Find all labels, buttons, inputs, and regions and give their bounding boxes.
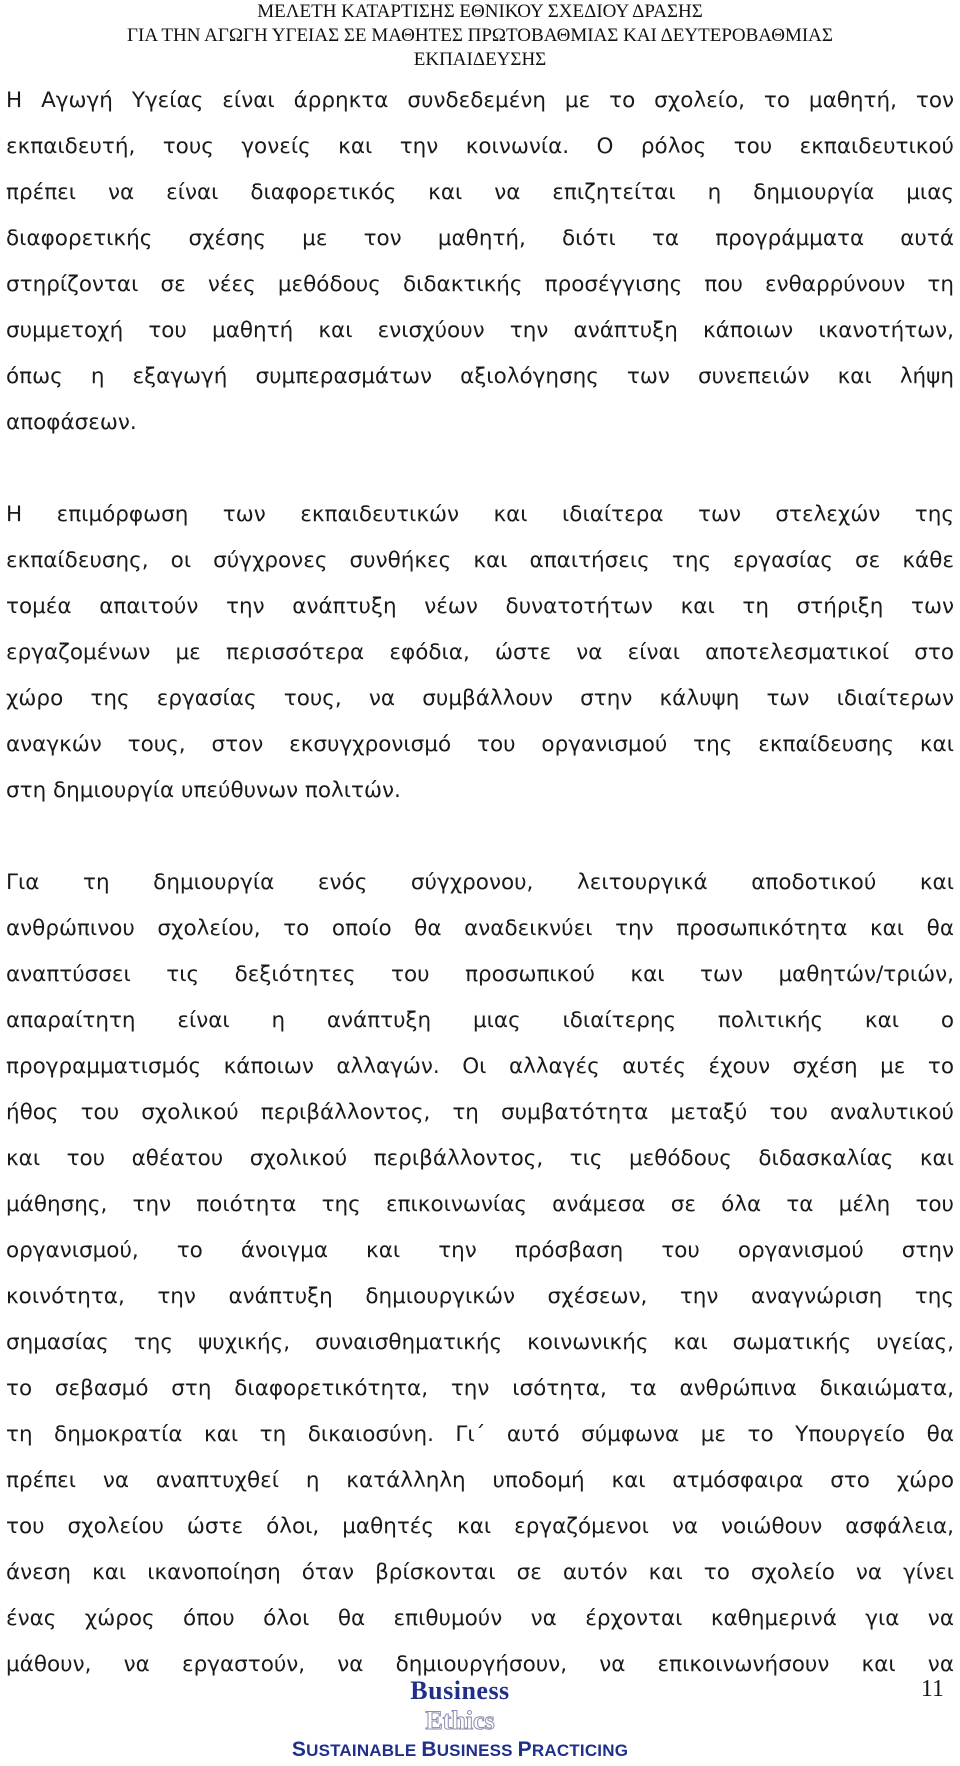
text-line: του σχολείου ώστε όλοι, μαθητές και εργαζόμενοι να νοιώθουν ασφάλεια,	[6, 1514, 954, 1539]
body-text	[6, 78, 954, 1734]
text-line: στηρίζονται σε νέες μεθόδους διδακτικής προσέγγισης που ενθαρρύνουν τη	[6, 272, 954, 297]
text-line: αποφάσεων.	[6, 410, 137, 435]
footer-logo-business: Business	[410, 1676, 510, 1705]
text-line: αναγκών τους, στον εκσυγχρονισμό του οργανισμού της εκπαίδευσης και	[6, 732, 954, 757]
text-line: άνεση και ικανοποίηση όταν βρίσκονται σε αυτόν και το σχολείο να γίνει	[6, 1560, 954, 1585]
text-line: πρέπει να είναι διαφορετικός και να επιζητείται η δημιουργία μιας	[6, 180, 954, 205]
footer-logo-ethics: Ethics	[425, 1706, 495, 1735]
page-footer	[0, 1676, 960, 1766]
paragraph	[6, 860, 954, 1688]
page-number: 11	[920, 1676, 944, 1702]
text-line: Η Αγωγή Υγείας είναι άρρηκτα συνδεδεμένη με το σχολείο, το μαθητή, τον	[6, 88, 954, 113]
header-line-1: ΜΕΛΕΤΗ ΚΑΤΑΡΤΙΣΗΣ ΕΘΝΙΚΟΥ ΣΧΕΔΙΟΥ ΔΡΑΣΗΣ	[257, 1, 703, 22]
text-line: μάθουν, να εργαστούν, να δημιουργήσουν, να επικοινωνήσουν και να	[6, 1652, 954, 1677]
header-line-2: ΓΙΑ ΤΗΝ ΑΓΩΓΗ ΥΓΕΙΑΣ ΣΕ ΜΑΘΗΤΕΣ ΠΡΩΤΟΒΑΘΜΙΑΣ ΚΑΙ ΔΕΥΤΕΡΟΒΑΘΜΙΑΣ	[127, 25, 833, 46]
text-line: πρέπει να αναπτυχθεί η κατάλληλη υποδομή και ατμόσφαιρα στο χώρο	[6, 1468, 954, 1493]
text-line: Για τη δημιουργία ενός σύγχρονου, λειτουργικά αποδοτικού και	[6, 870, 954, 895]
text-line: Η επιμόρφωση των εκπαιδευτικών και ιδιαίτερα των στελεχών της	[6, 502, 954, 527]
text-line: αναπτύσσει τις δεξιότητες του προσωπικού και των μαθητών/τριών,	[6, 962, 954, 987]
text-line: συμμετοχή του μαθητή και ενισχύουν την ανάπτυξη κάποιων ικανοτήτων,	[6, 318, 954, 343]
text-line: στη δημιουργία υπεύθυνων πολιτών.	[6, 778, 401, 803]
footer-logo-tagline	[0, 1738, 920, 1762]
text-line: απαραίτητη είναι η ανάπτυξη μιας ιδιαίτερης πολιτικής και ο	[6, 1008, 954, 1033]
text-line: σημασίας της ψυχικής, συναισθηματικής κοινωνικής και σωματικής υγείας,	[6, 1330, 954, 1355]
text-line: τη δημοκρατία και τη δικαιοσύνη. Γι΄ αυτό σύμφωνα με το Υπουργείο θα	[6, 1422, 954, 1447]
text-line: προγραμματισμός κάποιων αλλαγών. Οι αλλαγές αυτές έχουν σχέση με το	[6, 1054, 954, 1079]
text-line: ανθρώπινου σχολείου, το οποίο θα αναδεικνύει την προσωπικότητα και θα	[6, 916, 954, 941]
running-header	[0, 0, 960, 72]
text-line: εκπαίδευσης, οι σύγχρονες συνθήκες και απαιτήσεις της εργασίας σε κάθε	[6, 548, 954, 573]
header-line-3: ΕΚΠΑΙΔΕΥΣΗΣ	[413, 49, 547, 70]
text-line: κοινότητα, την ανάπτυξη δημιουργικών σχέσεων, την αναγνώριση της	[6, 1284, 954, 1309]
text-line: μάθησης, την ποιότητα της επικοινωνίας ανάμεσα σε όλα τα μέλη του	[6, 1192, 954, 1217]
text-line: διαφορετικής σχέσης με τον μαθητή, διότι τα προγράμματα αυτά	[6, 226, 954, 251]
text-line: ένας χώρος όπου όλοι θα επιθυμούν να έρχονται καθημερινά για να	[6, 1606, 954, 1631]
text-line: τομέα απαιτούν την ανάπτυξη νέων δυνατοτήτων και τη στήριξη των	[6, 594, 954, 619]
text-line: οργανισμού, το άνοιγμα και την πρόσβαση του οργανισμού στην	[6, 1238, 954, 1263]
text-line: το σεβασμό στη διαφορετικότητα, την ισότητα, τα ανθρώπινα δικαιώματα,	[6, 1376, 954, 1401]
text-line: όπως η εξαγωγή συμπερασμάτων αξιολόγησης των συνεπειών και λήψη	[6, 364, 954, 389]
text-line: ήθος του σχολικού περιβάλλοντος, τη συμβατότητα μεταξύ του αναλυτικού	[6, 1100, 954, 1125]
footer-tagline-text: SUSTAINABLE BUSINESS PRACTICING	[291, 1738, 629, 1761]
text-line: και του αθέατου σχολικού περιβάλλοντος, τις μεθόδους διδασκαλίας και	[6, 1146, 954, 1171]
text-line: εργαζομένων με περισσότερα εφόδια, ώστε να είναι αποτελεσματικοί στο	[6, 640, 954, 665]
paragraph	[6, 78, 954, 446]
text-line: χώρο της εργασίας τους, να συμβάλλουν στην κάλυψη των ιδιαίτερων	[6, 686, 954, 711]
text-line: εκπαιδευτή, τους γονείς και την κοινωνία. Ο ρόλος του εκπαιδευτικού	[6, 134, 954, 159]
paragraph	[6, 492, 954, 814]
